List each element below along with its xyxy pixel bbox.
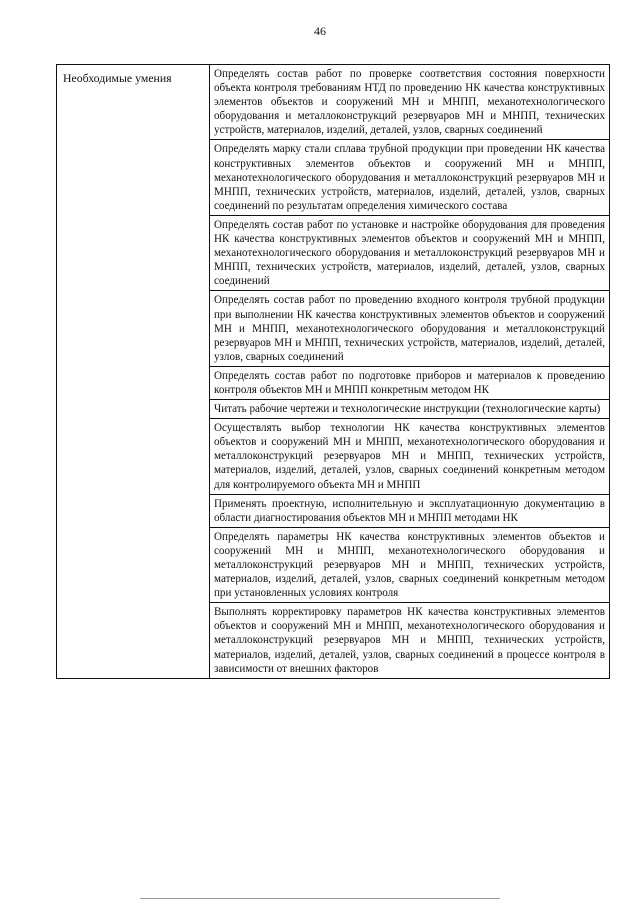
row-label-cell xyxy=(57,65,210,679)
skill-entry: Определять параметры НК качества конструктивных элементов объектов и сооружений МН и МНПП, механотехнологического оборудования и металлоконструкций резервуаров МН и МНПП, технических устройств, материалов, изделий, деталей, узлов, сварных соединений конкретным методом при установленных условиях контроля xyxy=(210,528,609,603)
skill-entry: Определять состав работ по проверке соответствия состояния поверхности объекта контроля требованиям НТД по проведению НК качества конструктивных элементов объектов и сооружений МН и МНПП, механотехнологического оборудования и металлоконструкций резервуаров МН и МНПП, технических устройств, материалов, изделий, деталей, узлов, сварных соединений xyxy=(210,65,609,140)
table-row xyxy=(57,65,610,679)
skill-entry: Определять марку стали сплава трубной продукции при проведении НК качества конструктивных элементов объектов и сооружений МН и МНПП, механотехнологического оборудования и металлоконструкций резервуаров МН и МНПП, технических устройств, материалов, изделий, деталей, узлов, сварных соединений по результатам определения химического состава xyxy=(210,140,609,215)
skill-entry: Определять состав работ по проведению входного контроля трубной продукции при выполнении НК качества конструктивных элементов объектов и сооружений МН и МНПП, механотехнологического оборудования и металлоконструкций резервуаров МН и МНПП, технических устройств, материалов, изделий, деталей, узлов, сварных соединений xyxy=(210,291,609,366)
bottom-scan-line xyxy=(140,898,500,899)
skill-entry: Осуществлять выбор технологии НК качества конструктивных элементов объектов и сооружений МН и МНПП, механотехнологического оборудования и металлоконструкций резервуаров МН и МНПП, технических устройств, материалов, изделий, деталей, узлов, сварных соединений конкретным методом для контролируемого объекта МН и МНПП xyxy=(210,419,609,494)
skill-entry: Применять проектную, исполнительную и эксплуатационную документацию в области диагностирования объектов МН и МНПП методами НК xyxy=(210,495,609,528)
skill-entry: Выполнять корректировку параметров НК качества конструктивных элементов объектов и сооружений МН и МНПП, механотехнологического оборудования и металлоконструкций резервуаров МН и МНПП, технических устройств, материалов, изделий, деталей, узлов, сварных соединений в процессе контроля в зависимости от внешних факторов xyxy=(214,606,605,675)
page-number: 46 xyxy=(314,24,326,38)
skills-list xyxy=(210,65,610,679)
skills-table xyxy=(56,64,610,679)
skill-entry: Определять состав работ по подготовке приборов и материалов к проведению контроля объектов МН и МНПП конкретным методом НК xyxy=(210,367,609,400)
row-label: Необходимые умения xyxy=(63,71,172,85)
skill-entry: Читать рабочие чертежи и технологические инструкции (технологические карты) xyxy=(210,400,609,419)
skill-entry: Определять состав работ по установке и настройке оборудования для проведения НК качества конструктивных элементов объектов и сооружений МН и МНПП, механотехнологического оборудования и металлоконструкций резервуаров МН и МНПП, технических устройств, материалов, изделий, деталей, узлов, сварных соединений xyxy=(210,216,609,291)
